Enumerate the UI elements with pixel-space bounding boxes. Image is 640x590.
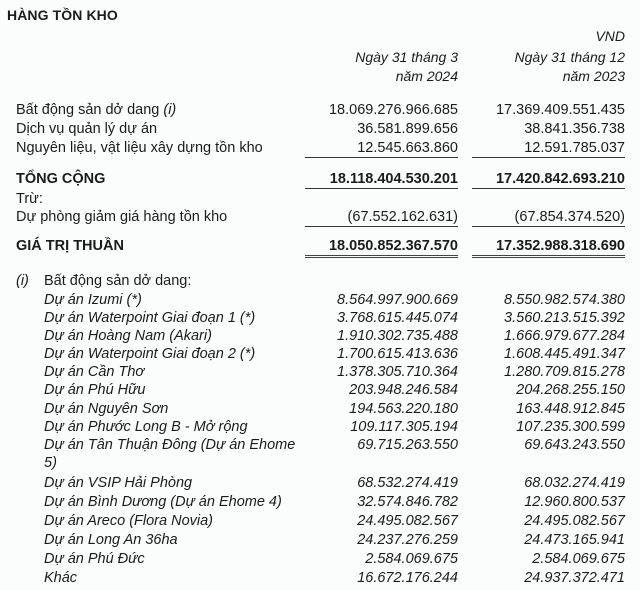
less-row [0,190,640,208]
value-2024: 32.574.846.782 [357,494,458,510]
column-header-mar-2024 [355,48,458,86]
value-2024: 12.545.663.860 [305,139,458,158]
project-name: Dự án Hoàng Nam (Akari) [44,328,212,344]
project-name: Dự án Cần Thơ [44,364,145,380]
value-2023: 24.937.372.471 [524,570,625,586]
project-name: Dự án Waterpoint Giai đoạn 2 (*) [44,346,256,362]
value-2023: 38.841.356.738 [524,121,625,137]
value-2024: 36.581.899.656 [357,121,458,137]
project-row [0,327,640,345]
column-header-line1: Ngày 31 tháng 12 [514,49,625,65]
note-mark: (i) [16,273,29,289]
section-title: HÀNG TỒN KHO [7,7,118,23]
value-2023: 68.032.274.419 [524,475,625,491]
value-2024: 3.768.615.445.074 [337,310,458,326]
value-2023: 8.550.982.574.380 [504,292,625,308]
project-row [0,309,640,327]
row-label: Dịch vụ quản lý dự án [16,121,158,137]
value-2023: 3.560.213.515.392 [504,310,625,326]
project-name: Khác [44,570,78,586]
value-2023: 1.608.445.491.347 [504,346,625,362]
value-2023: 12.591.785.037 [472,139,625,158]
value-2024: 109.117.305.194 [350,419,458,435]
value-2024: 8.564.997.900.669 [337,292,458,308]
project-name: Dự án VSIP Hải Phòng [44,475,193,491]
column-header-line2: năm 2024 [395,68,458,84]
table-row [0,139,640,157]
project-name: Dự án Bình Dương (Dự án Ehome 4) [44,494,282,510]
value-2024: 1.700.615.413.636 [337,346,458,362]
column-header-dec-2023 [514,48,625,86]
value-2023: 107.235.300.599 [516,419,625,435]
project-row [0,345,640,363]
value-2024: 68.532.274.419 [357,475,458,491]
value-2024: 24.495.082.567 [357,513,458,529]
project-row-continuation [0,454,640,472]
value-2023: 69.643.243.550 [524,437,625,453]
project-name: Dự án Izumi (*) [44,292,142,308]
value-2023: 17.369.409.551.435 [495,102,625,118]
table-row [0,101,640,119]
value-2024: 2.584.069.675 [365,551,458,567]
value-2023: 24.495.082.567 [524,513,625,529]
value-2024: 1.910.302.735.488 [337,328,458,344]
project-row [0,569,640,587]
net-value-row [0,237,640,255]
project-row [0,381,640,399]
value-2024: 24.237.276.259 [357,532,458,548]
project-name: Dự án Phước Long B - Mở rộng [44,419,248,435]
value-2023: 24.473.165.941 [524,532,625,548]
provision-label: Dự phòng giảm giá hàng tồn kho [16,209,228,225]
note-heading-row [0,272,640,290]
project-row [0,418,640,436]
project-name: Dự án Areco (Flora Novia) [44,513,214,529]
project-row [0,550,640,568]
value-2023: 1.666.979.677.284 [504,328,625,344]
value-2024: 1.378.305.710.364 [337,364,458,380]
value-2024: 16.672.176.244 [357,570,458,586]
net-value-2023: 17.352.988.318.690 [472,237,625,258]
project-name: Dự án Phú Đức [44,551,145,567]
project-row [0,363,640,381]
project-row [0,436,640,454]
project-name: Dự án Tân Thuận Đông (Dự án Ehome [44,437,296,453]
project-name: Dự án Waterpoint Giai đoạn 1 (*) [44,310,256,326]
note-heading: Bất động sản dở dang: [44,273,192,289]
value-2024: 194.563.220.180 [349,401,458,417]
net-value-label: GIÁ TRỊ THUẦN [16,238,124,254]
net-value-2024: 18.050.852.367.570 [305,237,458,258]
provision-2024: (67.552.162.631) [305,208,458,227]
value-2023: 204.268.255.150 [516,382,625,398]
project-row [0,493,640,511]
less-label: Trừ: [16,191,43,207]
total-label: TỔNG CỘNG [16,171,106,187]
value-2024: 69.715.263.550 [357,437,458,453]
row-label: Bất động sản dở dang (i) [16,102,177,118]
total-row [0,170,640,188]
column-header-line2: năm 2023 [562,68,625,84]
provision-2023: (67.854.374.520) [472,208,625,227]
project-row [0,291,640,309]
project-name: Dự án Long An 36ha [44,532,178,548]
project-row [0,474,640,492]
column-header-line1: Ngày 31 tháng 3 [355,49,458,65]
project-row [0,512,640,530]
project-name: Dự án Nguyên Sơn [44,401,169,417]
value-2024: 203.948.246.584 [349,382,458,398]
value-2023: 1.280.709.815.278 [504,364,625,380]
row-label: Nguyên liệu, vật liệu xây dựng tồn kho [16,140,263,156]
provision-row [0,208,640,226]
project-row [0,531,640,549]
table-row [0,120,640,138]
project-row [0,400,640,418]
total-2023: 17.420.842.693.210 [472,170,625,189]
currency-unit: VND [595,28,625,44]
total-2024: 18.118.404.530.201 [305,170,458,189]
value-2023: 12.960.800.537 [524,494,625,510]
value-2024: 18.069.276.966.685 [328,102,458,118]
project-name: Dự án Phú Hữu [44,382,146,398]
project-name-continuation: 5) [44,455,57,471]
value-2023: 2.584.069.675 [532,551,625,567]
value-2023: 163.448.912.845 [516,401,625,417]
